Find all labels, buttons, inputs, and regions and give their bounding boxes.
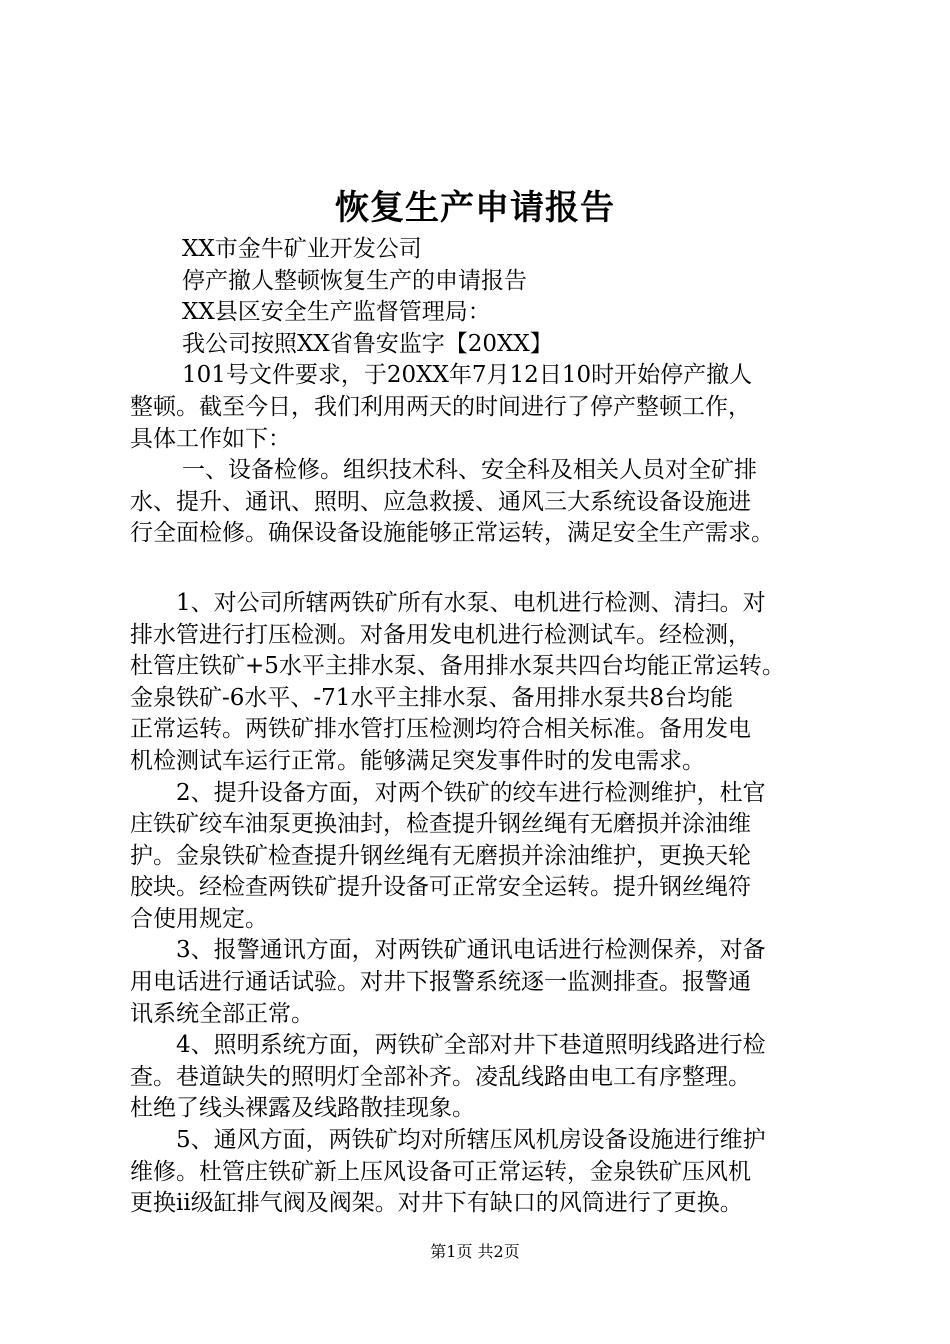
body-line: 整顿。截至今日，我们利用两天的时间进行了停产整顿工作，: [130, 393, 751, 420]
body-line: 101号文件要求，于20XX年7月12日10时开始停产撤人: [182, 362, 753, 389]
body-line: 5、通风方面，两铁矿均对所辖压风机房设备设施进行维护: [176, 1127, 766, 1154]
body-line: 庄铁矿绞车油泵更换油封，检查提升钢丝绳有无磨损并涂油维: [130, 811, 751, 838]
body-line: 停产撤人整顿恢复生产的申请报告: [182, 267, 527, 294]
paragraph-gap: [130, 550, 830, 588]
body-line: 金泉铁矿-6水平、-71水平主排水泵、备用排水泵共8台均能: [130, 684, 734, 711]
body-line: 4、照明系统方面，两铁矿全部对井下巷道照明线路进行检: [176, 1032, 766, 1059]
body-line: 用电话进行通话试验。对井下报警系统逐一监测排查。报警通: [130, 969, 751, 996]
body-line: 护。金泉铁矿检查提升钢丝绳有无磨损并涂油维护，更换天轮: [130, 842, 751, 869]
body-line: 合使用规定。: [130, 905, 268, 932]
body-line: 杜绝了线头裸露及线路散挂现象。: [130, 1095, 475, 1122]
body-line: XX市金牛矿业开发公司: [182, 236, 422, 262]
body-line: 我公司按照XX省鲁安监字【20XX】: [182, 330, 553, 357]
body-line: 更换ii级缸排气阀及阀架。对井下有缺口的风筒进行了更换。: [130, 1190, 743, 1217]
document-body: [130, 234, 830, 1220]
body-line: XX县区安全生产监督管理局：: [182, 299, 491, 326]
body-line: 3、报警通讯方面，对两铁矿通讯电话进行检测保养，对备: [176, 937, 766, 964]
body-line: 1、对公司所辖两铁矿所有水泵、电机进行检测、清扫。对: [176, 589, 766, 616]
body-line: 机检测试车运行正常。能够满足突发事件时的发电需求。: [130, 747, 705, 774]
body-line: 水、提升、通讯、照明、应急救援、通风三大系统设备设施进: [130, 488, 751, 515]
body-line: 具体工作如下：: [130, 425, 291, 452]
body-line: 正常运转。两铁矿排水管打压检测均符合相关标准。备用发电: [130, 716, 751, 743]
body-line: 杜管庄铁矿+5水平主排水泵、备用排水泵共四台均能正常运转。: [130, 653, 785, 680]
body-line: 2、提升设备方面，对两个铁矿的绞车进行检测维护，杜官: [176, 779, 766, 806]
body-line: 讯系统全部正常。: [130, 1000, 314, 1027]
body-line: 查。巷道缺失的照明灯全部补齐。凌乱线路由电工有序整理。: [130, 1063, 751, 1090]
body-line: 排水管进行打压检测。对备用发电机进行检测试车。经检测，: [130, 621, 751, 648]
body-line: 行全面检修。确保设备设施能够正常运转，满足安全生产需求。: [130, 520, 774, 547]
page-number-footer: 第1页 共2页: [430, 1242, 520, 1261]
body-line: 维修。杜管庄铁矿新上压风设备可正常运转，金泉铁矿压风机: [130, 1158, 751, 1185]
document-title: 恢复生产申请报告: [335, 188, 615, 228]
body-line: 胶块。经检查两铁矿提升设备可正常安全运转。提升钢丝绳符: [130, 874, 751, 901]
body-line: 一、设备检修。组织技术科、安全科及相关人员对全矿排: [182, 457, 757, 484]
